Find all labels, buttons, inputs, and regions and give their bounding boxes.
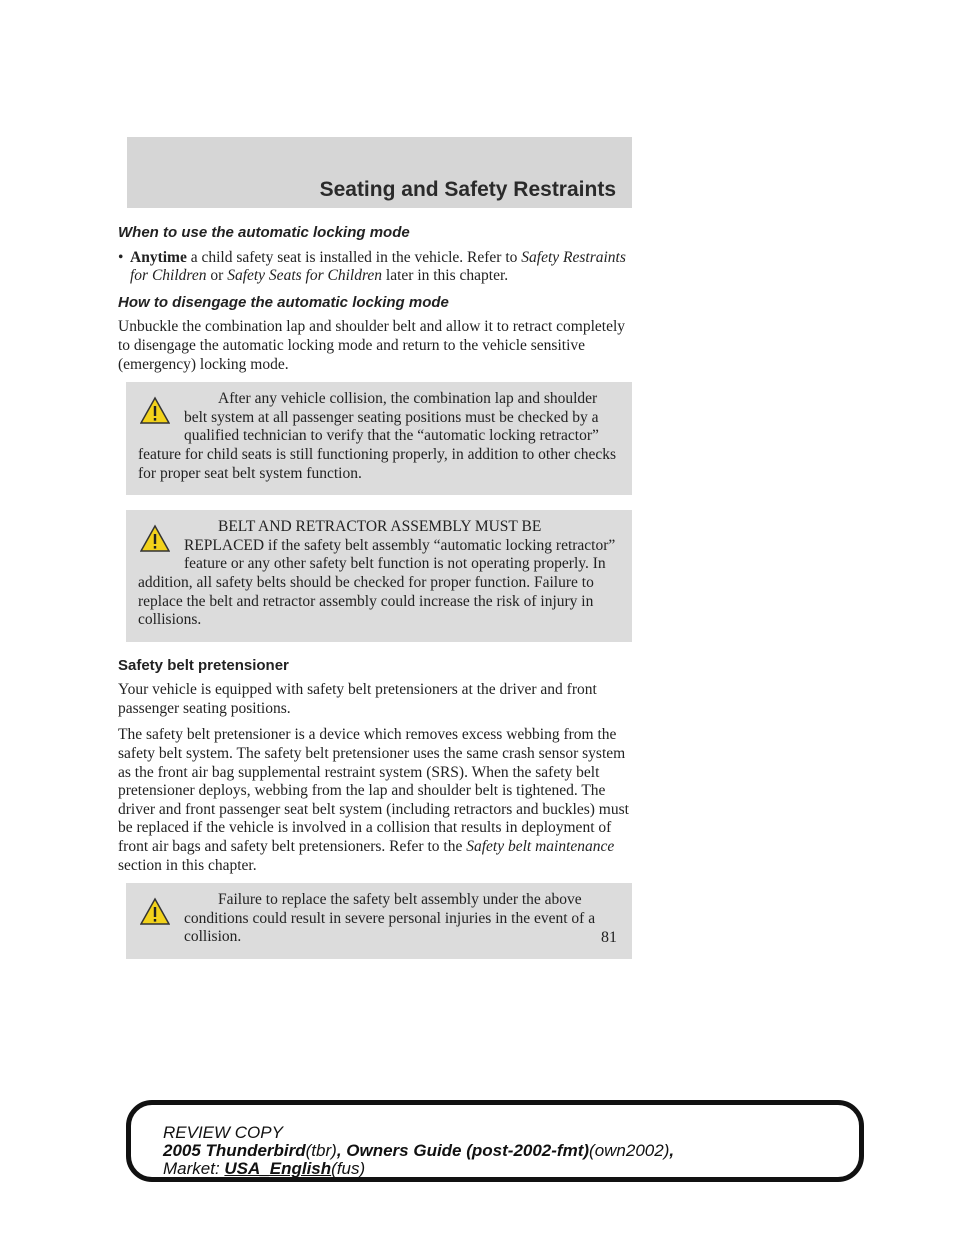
heading-automatic-when: When to use the automatic locking mode [118,224,410,241]
paragraph: Your vehicle is equipped with safety belt pretensioners at the driver and front passenger seating positions. [118,681,597,717]
bullet-lead: Anytime [130,248,187,266]
header-band [127,137,632,208]
review-copy-label: REVIEW COPY [163,1123,283,1142]
paragraph: Unbuckle the combination lap and shoulder belt and allow it to retract completely to disengage the automatic locking mode and return to the vehicle sensitive (emergency) locking mode. [118,318,626,373]
warning-triangle-icon [140,396,170,426]
warning-text: After any vehicle collision, the combination lap and shoulder belt system at all passenger seating positions must be checked by a qualified technician to verify that the “automatic locking retractor” feature for child seats is still functioning properly, in addition to other checks for proper seat belt system function. [138,390,617,482]
list-item: • Anytime a child safety seat is installed in the vehicle. Refer to Safety Restraints for Children or Safety Seats for Children later in this chapter. [118,248,626,285]
page-number: 81 [601,929,617,946]
heading-pretensioner: Safety belt pretensioner [118,656,289,674]
footer-review-info: REVIEW COPY 2005 Thunderbird(tbr), Owners Guide (post-2002-fmt)(own2002), Market: USA_English(fus) [163,1123,675,1178]
warning-text: BELT AND RETRACTOR ASSEMBLY MUST BE REPLACED if the safety belt assembly “automatic locking retractor” feature or any other safety belt function is not operating properly. In addition, all safety belts should be checked for proper function. Failure to replace the belt and retractor assembly could increase the risk of injury in collisions. [138,518,616,629]
warning-box [126,382,632,495]
heading-automatic-disengage: How to disengage the automatic locking mode [118,293,449,311]
page-content [118,224,632,974]
cross-reference: Safety Seats for Children [227,267,383,285]
paragraph: The safety belt pretensioner is a device which removes excess webbing from the safety belt system. The safety belt pretensioner uses the same crash sensor system as the front air bag supplemental restraint system (SRS). When the safety belt pretensioner deploys, webbing from the lap and shoulder belt is tightened. The driver and front passenger seat belt system (including retractors and buckles) must be replaced if the vehicle is involved in a collision that results in deployment of front air bags and safety belt pretensioners. Refer to the Safety belt maintenance section in this chapter. [118,726,629,874]
warning-box [126,510,632,642]
warning-box [126,883,632,959]
bullet-mark: • [118,248,124,266]
warning-triangle-icon [140,524,170,554]
cross-reference: Safety Restraints for Children [130,248,626,285]
warning-text: Failure to replace the safety belt assembly under the above conditions could result in severe personal injuries in the event of a collision. [184,891,596,946]
cross-reference: Safety belt maintenance [466,838,615,856]
warning-triangle-icon [140,897,170,927]
section-title: Seating and Safety Restraints [319,178,616,201]
